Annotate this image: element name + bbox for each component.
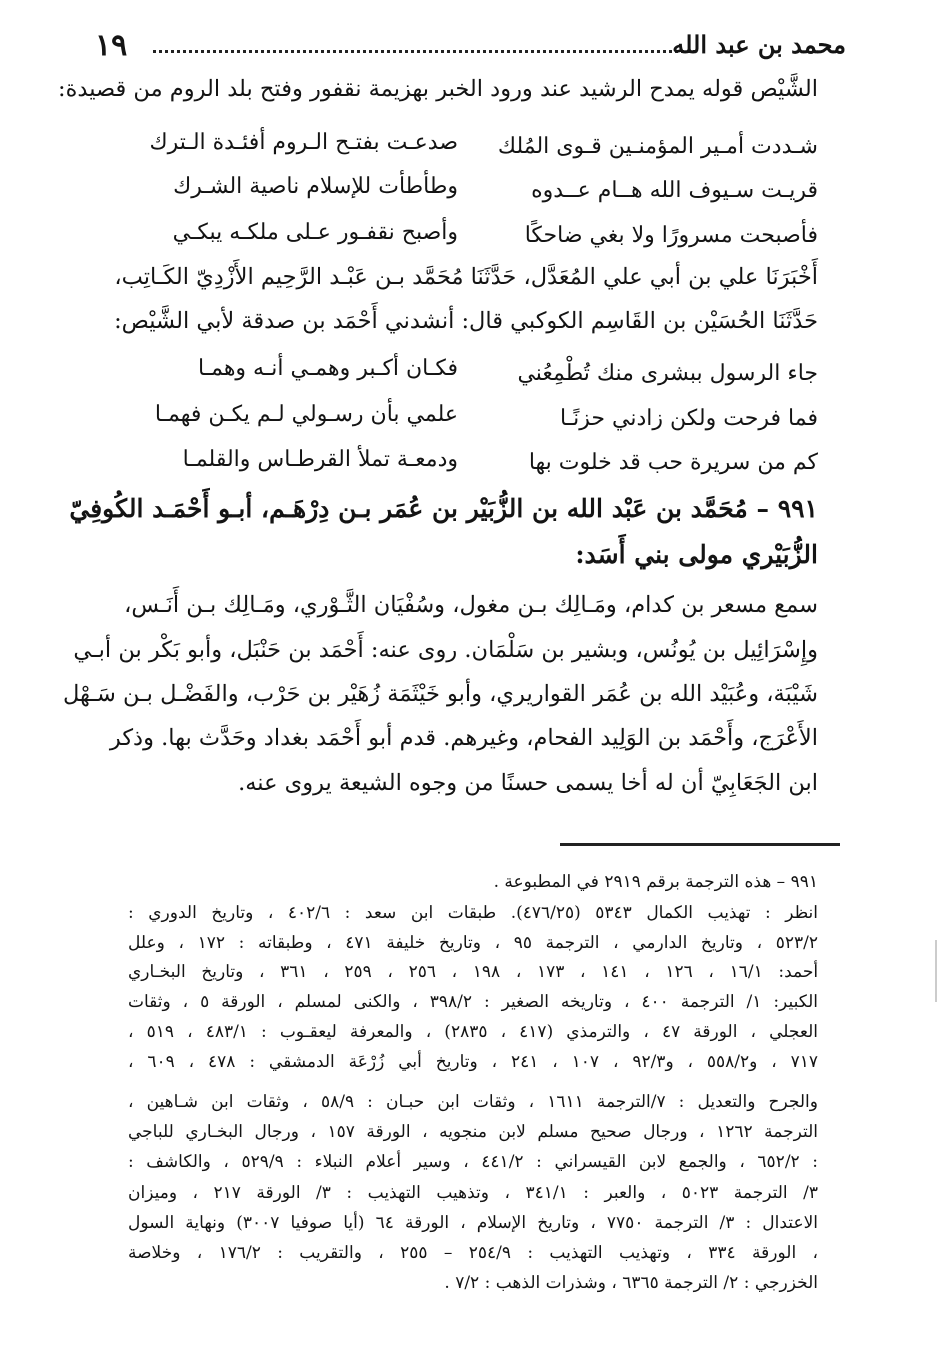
poem1-verse2-left: وطأطأت للإسلام ناصية الشـرك [173,174,458,199]
footnote-line-2: انظر : تهذيب الكمال ٥٣٤٣ (٤٧٦/٢٥). طبقات ابن سعد : ٤٠٢/٦ ، وتاريخ الدوري : [128,903,818,923]
footnote-line-5: الكبير: ١/ الترجمة ٤٠٠ ، وتاريخه الصغير : ٣٩٨/٢ ، والكنى لمسلم ، الورقة ٥ ، وثقات [128,992,818,1012]
poem1-verse1-left: صدعـت بفتـح الـروم أفئـدة الـترك [149,130,458,155]
footnote-line-1: ٩٩١ – هذه الترجمة برقم ٢٩١٩ في المطبوعة . [493,872,818,892]
entry-body-line-2: وإِسْرَائِيل بن يُونُس، وبشير بن سَلْمَان. روى عنه: أَحْمَد بن حَنْبَل، وأبو بَكْر بن أبـي [73,637,818,663]
footnote-line-3: ٥٢٣/٢ ، وتاريخ الدارمي ، الترجمة ٩٥ ، وتاريخ خليفة ٤٧١ ، وطبقاته : ١٧٢ ، وعلل [128,933,818,953]
entry-body-line-5: ابن الجَعَابِيّ أن له أخا يسمى حسنًا من وجوه الشيعة يروى عنه. [238,770,818,796]
running-header [95,28,846,68]
poem1-verse2-right: قريـت سـيوف الله هــام عــدوه [531,178,818,203]
entry-heading-line-2: الزُّبَيْري مولى بني أَسَد: [575,540,818,569]
entry-body-line-3: شَيْبَة، وعُبَيْد الله بن عُمَر القواريري، وأبو خَيْثَمَة زُهَيْر بن حَرْب، والفَضْـل بـن سَـهْل [62,681,818,707]
intro-line: الشَّيْص قوله يمدح الرشيد عند ورود الخبر بهزيمة نقفور وفتح بلد الروم من قصيدة: [58,76,818,102]
footnote-line-12: الاعتدال : ٣/ الترجمة ٧٧٥٠ ، وتاريخ الإسلام ، الورقة ٦٤ (أيا صوفيا ٣٠٠٧) ونهاية السول [128,1213,819,1233]
scan-edge-mark [935,940,937,1002]
poem2-verse2-right: فما فرحت ولكن زادني حزنًـا [560,406,818,431]
footnote-line-7: ٧١٧ ، و٥٥٨/٢ ، و٩٢/٣ ، ١٠٧ ، ٢٤١ ، وتاريخ أبي زُرْعَة الدمشقي : ٤٧٨ ، ٦٠٩ ، [128,1052,819,1072]
footnote-line-9: الترجمة ١٢٦٢ ، ورجال صحيح مسلم لابن منجويه ، الورقة ١٥٧ ، ورجال البخـاري للباجي [128,1122,818,1142]
poem2-verse3-right: كم من سريرة حب قد خلوت بها [528,450,818,475]
footnote-separator [560,843,840,846]
poem2-verse2-left: علمي بأن رسـولي لـم يكـن فهمـا [154,402,458,427]
footnote-line-10: : ٦٥٢/٢ ، والجمع لابن القيسراني : ٤٤١/٢ ، وسير أعلام النبلاء : ٥٢٩/٩ ، والكاشف : [128,1152,818,1172]
footnote-line-6: العجلي ، الورقة ٤٧ ، والترمذي (٤١٧ ، ٢٨٣٥) ، والمعرفة ليعقـوب : ٤٨٣/١ ، ٥١٩ ، [128,1022,818,1042]
isnad-line-1: أَخْبَرَنَا علي بن أبي علي المُعَدَّل، حَدَّثَنَا مُحَمَّد بـن عَبْـد الرَّحِيم الأَزْدِيّ الكَـاتِب، [114,264,818,290]
footnote-line-14: الخزرجي : ٢/ الترجمة ٦٣٦٥ ، وشذرات الذهب : ٧/٢ . [444,1273,818,1293]
footnote-line-13: ، الورقة ٣٣٤ ، وتهذيب التهذيب : ٢٥٤/٩ – ٢٥٥ ، والتقريب : ١٧٦/٢ ، وخلاصة [128,1243,819,1263]
entry-body-line-1: سمع مسعر بن كدام، ومَـالِك بـن مغول، وسُفْيَان الثَّـوْري، ومَـالِك بـن أَنَـس، [124,592,818,618]
entry-heading-line-1: ٩٩١ – مُحَمَّد بن عَبْد الله بن الزُّبَيْر بن عُمَر بـن دِرْهَـم، أبـو أَحْمَـد الكُوفِيّ [69,494,818,523]
entry-body-line-4: الأَعْرَج، وأَحْمَد بن الوَلِيد الفحام، وغيرهم. قدم أبو أَحْمَد بغداد وحَدَّث بها. وذكر [109,725,818,751]
poem2-verse1-left: فكـان أكـبر وهمـي أنـه وهمـا [197,356,458,381]
footnote-line-4: أحمد: ١٦/١ ، ١٢٦ ، ١٤١ ، ١٧٣ ، ١٩٨ ، ٢٥٦ ، ٢٥٩ ، ٣٦١ ، وتاريخ البخـاري [128,962,819,982]
page-number: ١٩ [95,28,128,63]
poem1-verse1-right: شـددت أمـير المؤمنـين قـوى المُلك [497,134,818,159]
running-title: محمد بن عبد الله [672,30,846,59]
footnote-line-8: والجرح والتعديل : ٧/الترجمة ١٦١١ ، وثقات ابن حبـان : ٥٨/٩ ، وثقات ابن شـاهين ، [128,1092,818,1112]
isnad-line-2: حَدَّثَنَا الحُسَيْن بن القَاسِم الكوكبي قال: أنشدني أَحْمَد بن صدقة لأبي الشَّيْص: [114,308,818,334]
header-leader-dots [153,50,696,53]
poem1-verse3-right: فأصبحت مسرورًا ولا بغي ضاحكًا [524,223,818,248]
footnote-line-11: ٣/ الترجمة ٥٠٢٣ ، والعبر : ٣٤١/١ ، وتذهيب التهذيب : ٣/ الورقة ٢١٧ ، وميزان [128,1183,819,1203]
poem1-verse3-left: وأصبح نقفـور عـلى ملكـه يبكـي [172,220,458,245]
poem2-verse1-right: جاء الرسول ببشرى منك تُطْمِعُني [517,361,818,386]
poem2-verse3-left: ودمعـة تملأ القرطـاس والقلمـا [182,447,458,472]
